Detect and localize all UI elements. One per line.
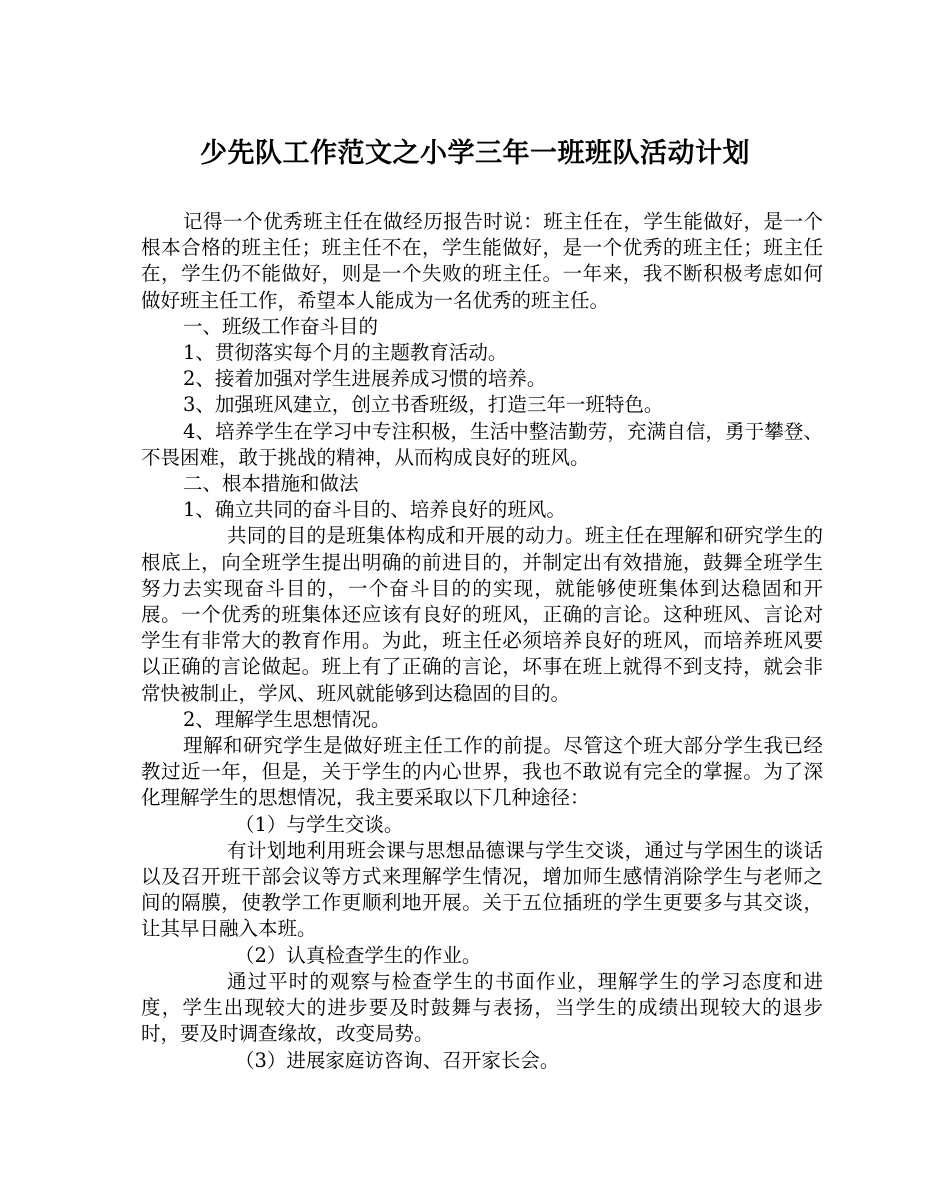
goal-item-3: 3、加强班风建立，创立书香班级，打造三年一班特色。 (183, 393, 664, 417)
measure-paragraph-1: 共同的目的是班集体构成和开展的动力。班主任在理解和研究学生的根底上，向全班学生提出明确的前进目的，并制定出有效措施，鼓舞全班学生努力去实现奋斗目的，一个奋斗目的的实现，就能够使班集体到达稳固和开展。一个优秀的班集体还应该有良好的班风，正确的言论。这种班风、言论对学生有非常大的教育作用。为此，班主任必须培养良好的班风，而培养班风要以正确的言论做起。班上有了正确的言论，坏事在班上就得不到支持，就会非常快被制止，学风、班风就能够到达稳固的目的。 (141, 524, 823, 705)
goal-item-4: 4、培养学生在学习中专注积极，生活中整洁勤劳，充满自信，勇于攀登、不畏困难，敢于挑战的精神，从而构成良好的班风。 (141, 419, 823, 469)
section-heading-goals: 一、班级工作奋斗目的 (183, 314, 379, 338)
method-heading-2: （2）认真检查学生的作业。 (235, 943, 482, 967)
method-heading-3: （3）进展家庭访咨询、召开家长会。 (235, 1048, 560, 1072)
method-paragraph-1: 有计划地利用班会课与思想品德课与学生交谈，通过与学困生的谈话以及召开班干部会议等方式来理解学生情况，增加师生感情消除学生与老师之间的隔膜，使教学工作更顺利地开展。关于五位插班的学生更要多与其交谈，让其早日融入本班。 (141, 838, 823, 941)
method-paragraph-2: 通过平时的观察与检查学生的书面作业，理解学生的学习态度和进度，学生出现较大的进步要及时鼓舞与表扬，当学生的成绩出现较大的退步时，要及时调查缘故，改变局势。 (141, 969, 823, 1046)
document-body (141, 209, 823, 1074)
goal-item-2: 2、接着加强对学生进展养成习惯的培养。 (183, 367, 547, 391)
intro-paragraph: 记得一个优秀班主任在做经历报告时说：班主任在，学生能做好，是一个根本合格的班主任；班主任不在，学生能做好，是一个优秀的班主任；班主任在，学生仍不能做好，则是一个失败的班主任。一年来，我不断积极考虑如何做好班主任工作，希望本人能成为一名优秀的班主任。 (141, 210, 823, 312)
measure-paragraph-2: 理解和研究学生是做好班主任工作的前提。尽管这个班大部分学生我已经教过近一年，但是，关于学生的内心世界，我也不敢说有完全的掌握。为了深化理解学生的思想情况，我主要采取以下几种途径： (141, 734, 823, 810)
measure-heading-2: 2、理解学生思想情况。 (183, 707, 391, 731)
document-title: 少先队工作范文之小学三年一班班队活动计划 (200, 138, 750, 169)
method-heading-1: （1）与学生交谈。 (235, 812, 404, 836)
measure-heading-1: 1、确立共同的奋斗目的、培养良好的班风。 (183, 498, 566, 522)
section-heading-measures: 二、根本措施和做法 (183, 472, 359, 496)
goal-item-1: 1、贯彻落实每个月的主题教育活动。 (183, 341, 508, 365)
